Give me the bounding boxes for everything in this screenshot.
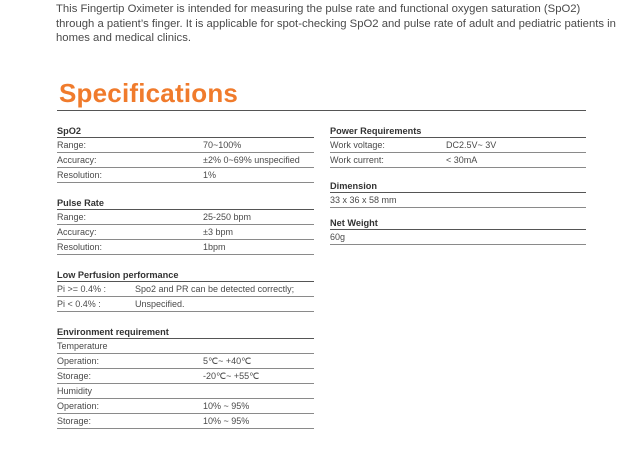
environment-section [57,327,314,429]
section-title: Environment requirement [57,327,314,339]
dimension-section [330,181,586,208]
spec-label: Storage: [57,416,92,426]
spec-value: Spo2 and PR can be detected correctly; [135,284,295,294]
spec-value: Unspecified. [135,299,185,309]
spec-value: 5℃~ +40℃ [203,356,252,366]
spec-value: -20℃~ +55℃ [203,371,260,381]
spec-label: Pi >= 0.4% : [57,284,107,294]
spec-row [330,230,586,245]
spec-value: 10% ~ 95% [203,401,250,411]
spec-row [57,414,314,429]
section-title: Net Weight [330,218,586,230]
spec-label: Work current: [330,155,384,165]
spec-row [57,240,314,255]
spec-label: Accuracy: [57,227,97,237]
spec-value: 33 x 36 x 58 mm [330,195,397,205]
humidity-label: Humidity [57,386,93,396]
spec-label: Range: [57,212,87,222]
spec-label: Range: [57,140,87,150]
spec-row [57,168,314,183]
spo2-section [57,126,314,183]
spec-row [330,193,586,208]
spec-label: Accuracy: [57,155,97,165]
spec-row [57,354,314,369]
spec-value: 25-250 bpm [203,212,252,222]
spec-value: < 30mA [446,155,478,165]
spec-row [57,297,314,312]
spec-label: Operation: [57,401,100,411]
spec-subheading-row [57,339,314,354]
power-requirements-section [330,126,586,168]
spec-row [57,399,314,414]
spec-value: ±2% 0~69% unspecified [203,155,300,165]
spec-row [57,138,314,153]
heading-divider [57,110,586,111]
spec-value: 60g [330,232,346,242]
specifications-heading: Specifications [59,78,239,108]
spec-row [330,153,586,168]
spec-row [57,153,314,168]
pulse-rate-section [57,198,314,255]
section-title: Dimension [330,181,586,193]
intro-paragraph: This Fingertip Oximeter is intended for measuring the pulse rate and functional oxygen saturation (SpO2) through a patient’s finger. It is applicable for spot-checking SpO2 and pulse rate of adult and pediatric patients in homes and medical clinics. [56,3,616,45]
spec-row [57,369,314,384]
spec-label: Pi < 0.4% : [57,299,101,309]
spec-value: DC2.5V~ 3V [446,140,497,150]
spec-row [57,225,314,240]
spec-label: Operation: [57,356,100,366]
spec-subheading-row [57,384,314,399]
spec-label: Storage: [57,371,92,381]
spec-row [330,138,586,153]
temperature-label: Temperature [57,341,108,351]
spec-label: Work voltage: [330,140,385,150]
spec-row [57,210,314,225]
net-weight-section [330,218,586,245]
section-title: Low Perfusion performance [57,270,314,282]
spec-label: Resolution: [57,242,103,252]
spec-value: 1% [203,170,217,180]
low-perfusion-section [57,270,314,312]
section-title: Pulse Rate [57,198,314,210]
left-spec-column [57,126,314,429]
spec-value: 1bpm [203,242,226,252]
spec-row [57,282,314,297]
section-title: Power Requirements [330,126,586,138]
spec-label: Resolution: [57,170,103,180]
right-spec-column [330,126,586,245]
spec-value: 70~100% [203,140,242,150]
spec-value: ±3 bpm [203,227,233,237]
section-title: SpO2 [57,126,314,138]
spec-value: 10% ~ 95% [203,416,250,426]
